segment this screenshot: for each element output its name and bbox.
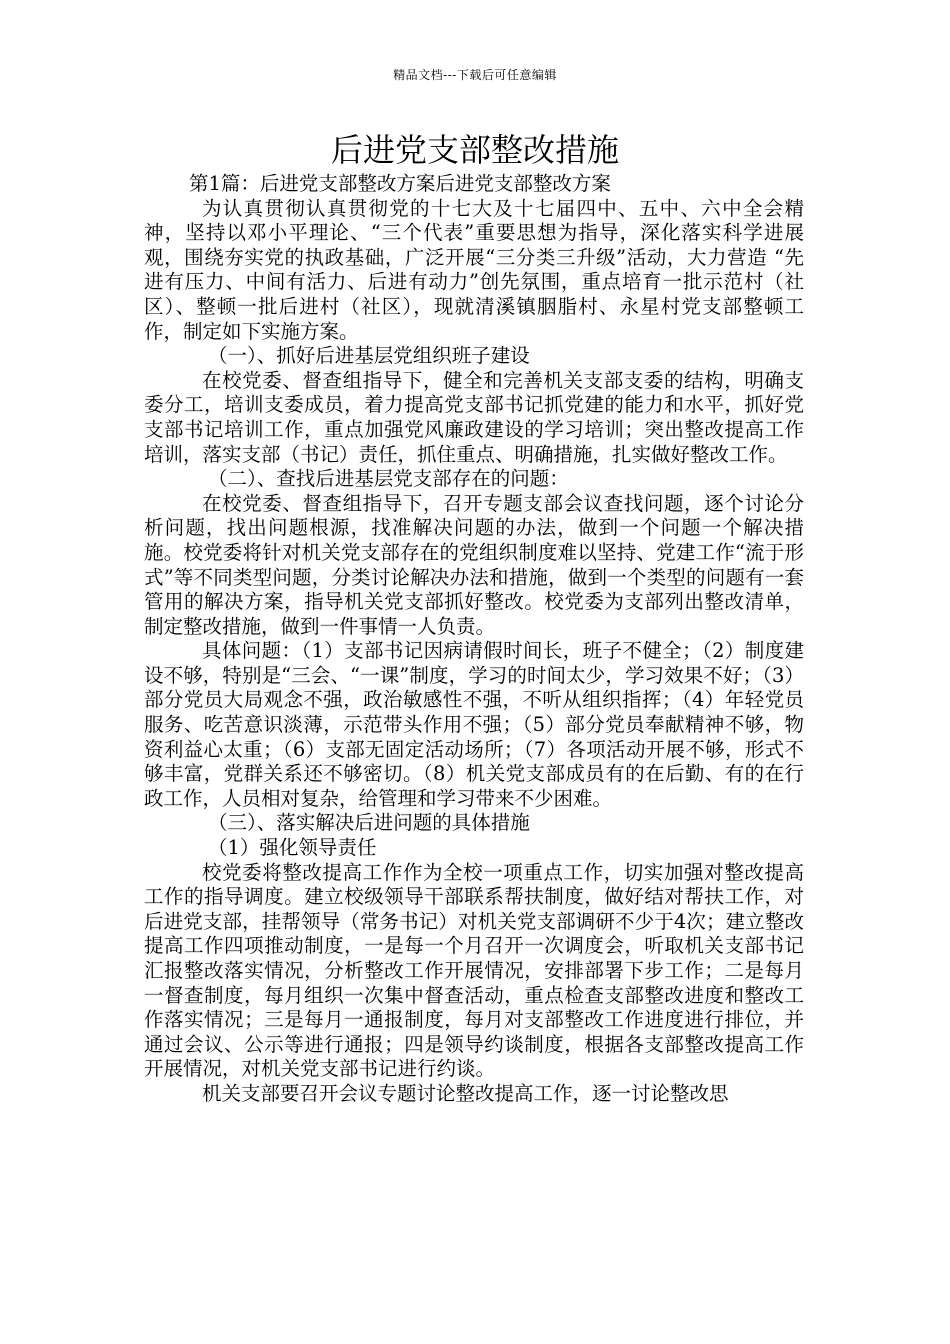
paragraph-leadership: 校党委将整改提高工作作为全校一项重点工作，切实加强对整改提高工作的指导调度。建立校级领导干部联系帮扶制度，做好结对帮扶工作，对后进党支部，挂帮领导（常务书记）对机关党支部调研不少于4次；建立整改提高工作四项推动制度，一是每一个月召开一次调度会，听取机关支部书记汇报整改落实情况，分析整改工作开展情况，安排部署下步工作；二是每月一督查制度，每月组织一次集中督查活动，重点检查支部整改进度和整改工作落实情况；三是每月一通报制度，每月对支部整改工作进度进行排位，并通过会议、公示等进行通报；四是领导约谈制度，根据各支部整改提高工作开展情况，对机关党支部书记进行约谈。 — [144, 860, 804, 1081]
section-heading-1: （一）、抓好后进基层党组织班子建设 — [208, 344, 530, 368]
paragraph-intro: 为认真贯彻认真贯彻党的十七大及十七届四中、五中、六中全会精神，坚持以邓小平理论、“三个代表”重要思想为指导，深化落实科学进展观，围绕夯实党的执政基础，广泛开展“三分类三升级”活动，大力营造 “先进有压力、中间有活力、后进有动力”创先氛围，重点培育一批示范村（社区）、整顿一批后进村（社区），现就清溪镇胭脂村、永星村党支部整顿工作，制定如下实施方案。 — [144, 196, 804, 343]
page-header: 精品文档---下载后可任意编辑 — [393, 68, 557, 82]
section-heading-2: （二）、查找后进基层党支部存在的问题： — [208, 467, 569, 491]
paragraph-problems: 具体问题：（1）支部书记因病请假时间长，班子不健全；（2）制度建设不够，特别是“三会、“一课”制度，学习的时间太少，学习效果不好；（3）部分党员大局观念不强，政治敏感性不强，不听从组织指挥；（4）年轻党员服务、吃苦意识淡薄，示范带头作用不强；（5）部分党员奉献精神不够，物资利益心太重；（6）支部无固定活动场所；（7）各项活动开展不够，形式不够丰富，党群关系还不够密切。（8）机关党支部成员有的在后勤、有的在行政工作，人员相对复杂，给管理和学习带来不少困难。 — [144, 639, 804, 810]
paragraph-continued: 机关支部要召开会议专题讨论整改提高工作，逐一讨论整改思 — [202, 1081, 729, 1105]
document-subtitle: 第1篇：后进党支部整改方案后进党支部整改方案 — [189, 172, 611, 195]
section-heading-3: （三）、落实解决后进问题的具体措施 — [208, 811, 530, 835]
paragraph-section-2: 在校党委、督查组指导下，召开专题支部会议查找问题，逐个讨论分析问题，找出问题根源，找准解决问题的办法，做到一个问题一个解决措施。校党委将针对机关党支部存在的党组织制度难以坚持、党建工作“流于形式”等不同类型问题，分类讨论解决办法和措施，做到一个类型的问题有一套管用的解决方案，指导机关党支部抓好整改。校党委为支部列出整改清单，制定整改措施，做到一件事情一人负责。 — [144, 491, 804, 638]
paragraph-section-1: 在校党委、督查组指导下，健全和完善机关支部支委的结构，明确支委分工，培训支委成员，着力提高党支部书记抓党建的能力和水平，抓好党支部书记培训工作，重点加强党风廉政建设的学习培训；突出整改提高工作培训，落实支部（书记）责任，抓住重点、明确措施，扎实做好整改工作。 — [144, 368, 804, 466]
subsection-heading-1: （1）强化领导责任 — [208, 836, 377, 860]
document-body — [144, 172, 804, 1107]
document-title: 后进党支部整改措施 — [330, 131, 619, 169]
